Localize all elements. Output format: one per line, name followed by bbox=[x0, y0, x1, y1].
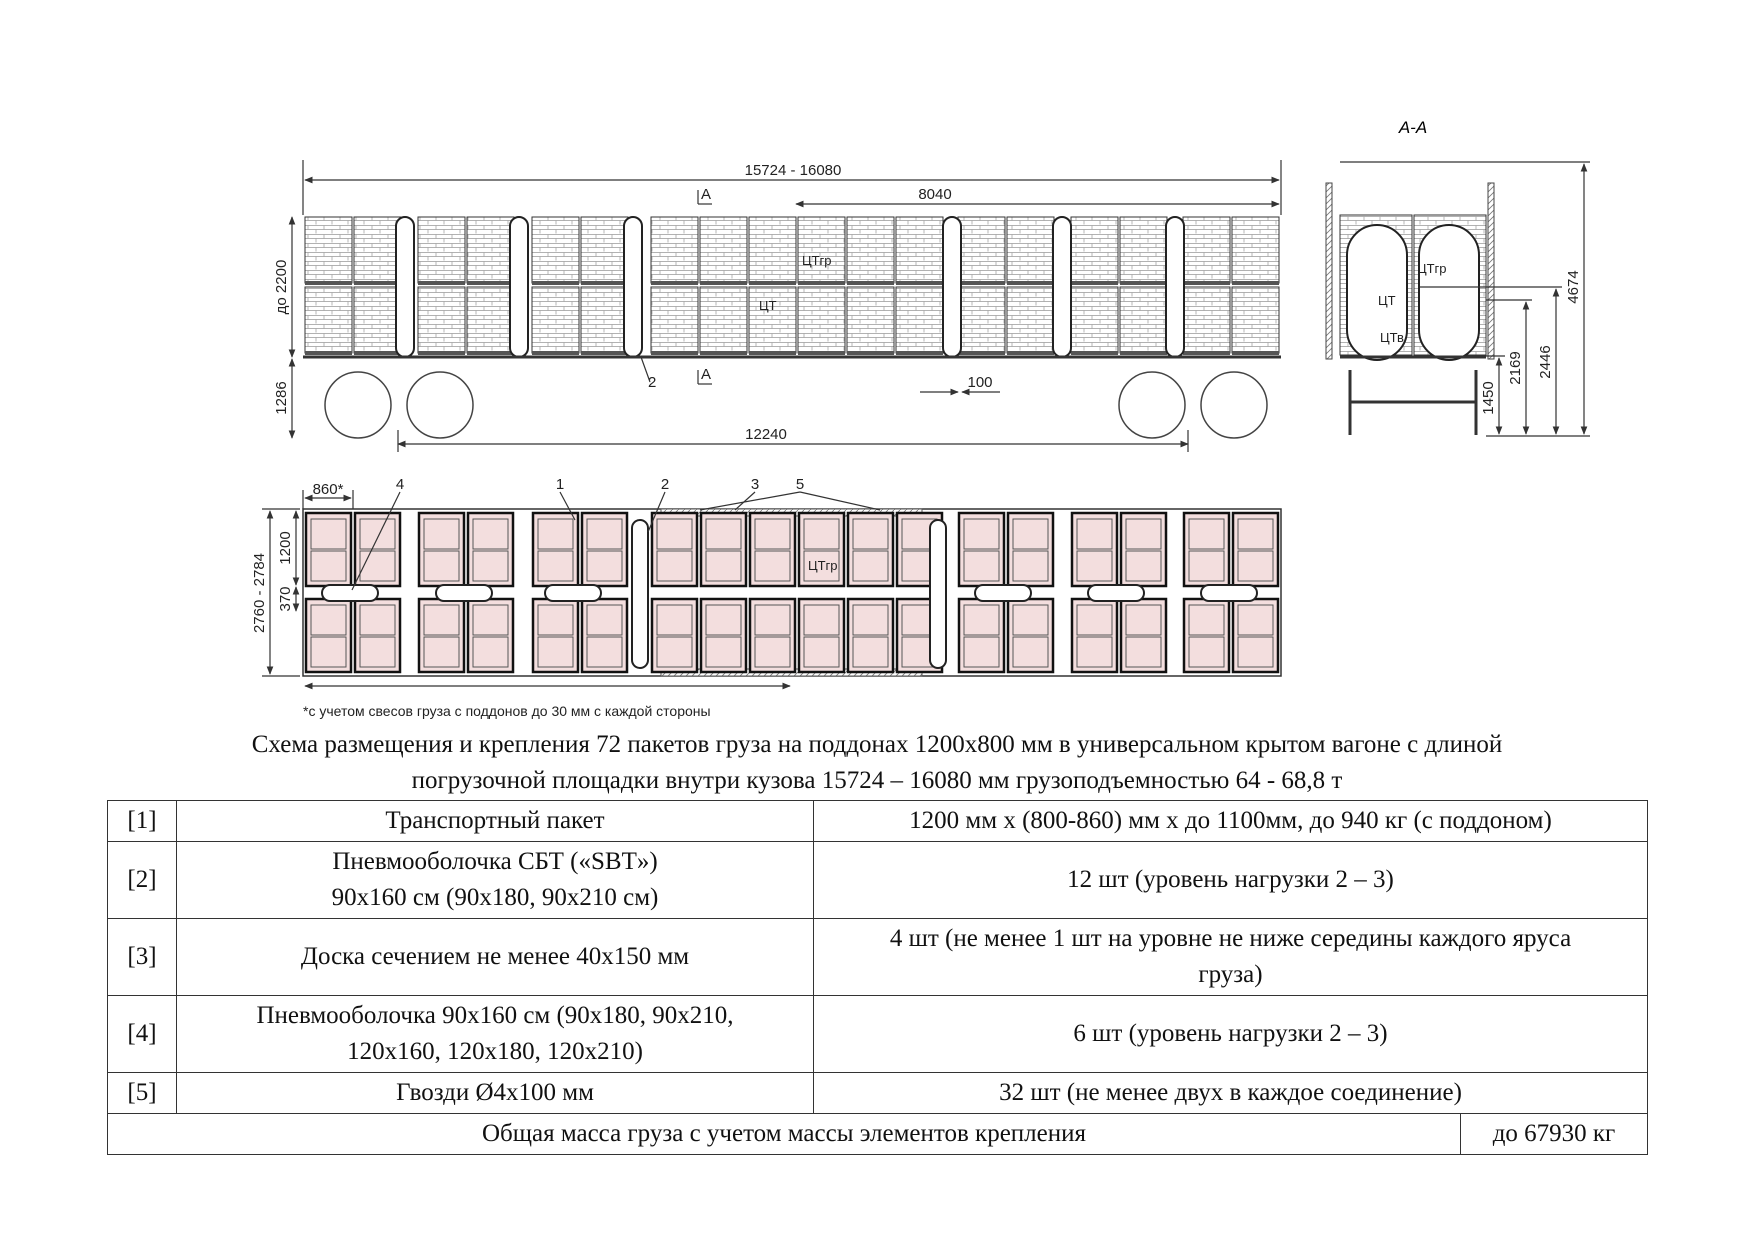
side-air-bag bbox=[1166, 217, 1184, 357]
side-pallet bbox=[1183, 287, 1230, 353]
side-pallet bbox=[354, 287, 401, 353]
plan-air-bag-2 bbox=[930, 520, 946, 668]
section-title: А-А bbox=[1398, 118, 1428, 137]
pallet-base bbox=[798, 351, 845, 355]
side-pallet bbox=[700, 287, 747, 353]
item-value: 1200 мм х (800-860) мм х до 1100мм, до 940 кг (с поддоном) bbox=[814, 801, 1648, 842]
plan-air-bag-4 bbox=[322, 585, 378, 601]
wheel bbox=[407, 372, 473, 438]
side-pallet bbox=[896, 287, 943, 353]
side-pallet bbox=[532, 217, 579, 283]
pallet-base bbox=[958, 351, 1005, 355]
callout-3: 3 bbox=[750, 476, 760, 493]
side-pallet bbox=[700, 217, 747, 283]
side-pallet bbox=[896, 217, 943, 283]
section-cg-wagon: ЦТв bbox=[1380, 330, 1404, 345]
pallet-base bbox=[700, 351, 747, 355]
section-air-bag bbox=[1419, 225, 1479, 360]
plan-cg-cargo: ЦТгр bbox=[808, 558, 838, 573]
side-pallet bbox=[305, 287, 352, 353]
side-pallet bbox=[1120, 287, 1167, 353]
dim-total-width: 2760 - 2784 bbox=[251, 552, 268, 634]
side-pallet bbox=[467, 217, 514, 283]
side-pallet bbox=[354, 217, 401, 283]
pallet-base bbox=[651, 351, 698, 355]
caption-line-2: погрузочной площадки внутри кузова 15724 – 16080 мм грузоподъемностью 64 - 68,8 т bbox=[411, 767, 1343, 794]
section-mark-bottom: A bbox=[701, 366, 712, 383]
side-pallet bbox=[847, 287, 894, 353]
plan-air-bag-4 bbox=[1088, 585, 1144, 601]
side-pallet bbox=[305, 217, 352, 283]
dim-pallet-length: 1200 bbox=[277, 531, 294, 565]
item-name-line: Пневмооболочка СБТ («SBT») bbox=[332, 848, 658, 875]
row-number: [4] bbox=[108, 996, 177, 1073]
pallet-base bbox=[749, 281, 796, 285]
side-pallet bbox=[1007, 287, 1054, 353]
pallet-base bbox=[581, 351, 628, 355]
item-name: Доска сечением не менее 40х150 мм bbox=[177, 919, 814, 996]
wheels bbox=[325, 372, 1267, 438]
dim-floor-height: 1286 bbox=[273, 381, 290, 415]
pallet-base bbox=[305, 281, 352, 285]
pallet-base bbox=[467, 281, 514, 285]
pallet-base bbox=[532, 281, 579, 285]
side-pallet bbox=[798, 217, 845, 283]
pallet-base bbox=[651, 281, 698, 285]
wheel bbox=[1201, 372, 1267, 438]
pallet-base bbox=[896, 351, 943, 355]
table-row bbox=[108, 842, 1648, 919]
callout-5: 5 bbox=[795, 476, 805, 493]
bogie-frame bbox=[1350, 370, 1476, 435]
section-mark-top: A bbox=[701, 186, 712, 203]
pallet-base bbox=[532, 351, 579, 355]
side-pallet bbox=[418, 217, 465, 283]
pallet-base bbox=[1007, 281, 1054, 285]
pallet-base bbox=[354, 281, 401, 285]
pallet-base bbox=[1071, 351, 1118, 355]
callout-1: 1 bbox=[555, 476, 565, 493]
pallet-base bbox=[1007, 351, 1054, 355]
wagon-wall-left bbox=[1326, 183, 1332, 359]
pallet-base bbox=[305, 351, 352, 355]
pallet-base bbox=[896, 281, 943, 285]
callout-2: 2 bbox=[660, 476, 670, 493]
pallet-base bbox=[749, 351, 796, 355]
cross-section-view bbox=[1326, 118, 1590, 436]
table-row-total bbox=[108, 1114, 1648, 1155]
side-pallet bbox=[958, 217, 1005, 283]
pallet-base bbox=[354, 351, 401, 355]
item-name bbox=[177, 996, 814, 1073]
pallet-base bbox=[1183, 281, 1230, 285]
item-name-line: 90х160 см (90х180, 90х210 см) bbox=[331, 884, 659, 911]
dim-height-2169: 2169 bbox=[1507, 351, 1524, 385]
pallet-base bbox=[1120, 351, 1167, 355]
specification-table bbox=[107, 800, 1648, 1155]
item-value-line: 4 шт (не менее 1 шт на уровне не ниже середины каждого яруса bbox=[889, 925, 1572, 952]
item-name bbox=[177, 842, 814, 919]
dim-overall-length: 15724 - 16080 bbox=[744, 162, 842, 179]
callout-4: 4 bbox=[395, 476, 405, 493]
plan-air-bag-4 bbox=[545, 585, 601, 601]
side-pallet bbox=[581, 217, 628, 283]
dim-half-length: 8040 bbox=[918, 186, 952, 203]
side-pallet bbox=[1120, 217, 1167, 283]
pallet-base bbox=[467, 351, 514, 355]
table-row bbox=[108, 1073, 1648, 1114]
row-number: [2] bbox=[108, 842, 177, 919]
side-pallet bbox=[749, 217, 796, 283]
dim-height-1450: 1450 bbox=[1480, 381, 1497, 415]
side-air-bag bbox=[624, 217, 642, 357]
plan-air-bag-4 bbox=[1201, 585, 1257, 601]
plan-air-bag-4 bbox=[975, 585, 1031, 601]
pallet-base bbox=[1183, 351, 1230, 355]
pallet-base bbox=[798, 281, 845, 285]
footnote: *с учетом свесов груза с поддонов до 30 мм с каждой стороны bbox=[303, 703, 711, 719]
pallet-base bbox=[1232, 351, 1279, 355]
pallet-base bbox=[847, 351, 894, 355]
plan-air-bag-4 bbox=[436, 585, 492, 601]
dim-gap: 100 bbox=[967, 374, 993, 391]
side-pallet bbox=[958, 287, 1005, 353]
dim-pallet-width: 860* bbox=[312, 481, 344, 498]
item-name: Транспортный пакет bbox=[177, 801, 814, 842]
item-value: 12 шт (уровень нагрузки 2 – 3) bbox=[814, 842, 1648, 919]
dim-cargo-height: до 2200 bbox=[273, 259, 290, 315]
wheel bbox=[325, 372, 391, 438]
side-view bbox=[273, 160, 1281, 452]
side-pallet bbox=[1183, 217, 1230, 283]
table-row bbox=[108, 919, 1648, 996]
section-cg-cargo: ЦТгр bbox=[1417, 261, 1447, 276]
pallet-base bbox=[847, 281, 894, 285]
side-air-bag bbox=[943, 217, 961, 357]
row-number: [5] bbox=[108, 1073, 177, 1114]
side-pallet bbox=[798, 287, 845, 353]
item-name-line: Пневмооболочка 90х160 см (90х180, 90х210, bbox=[256, 1002, 734, 1029]
dim-total-height: 4674 bbox=[1565, 270, 1582, 304]
cg-label: ЦТ bbox=[759, 298, 777, 313]
caption-line-1: Схема размещения и крепления 72 пакетов груза на поддонах 1200х800 мм в универсальном крытом вагоне с длиной bbox=[251, 731, 1503, 758]
side-pallet bbox=[651, 217, 698, 283]
item-name: Гвозди Ø4х100 мм bbox=[177, 1073, 814, 1114]
table-row bbox=[108, 801, 1648, 842]
item-value bbox=[814, 919, 1648, 996]
item-value-line: груза) bbox=[1198, 961, 1263, 988]
side-pallet bbox=[1071, 287, 1118, 353]
wheel bbox=[1119, 372, 1185, 438]
pallet-base bbox=[418, 281, 465, 285]
dim-height-2446: 2446 bbox=[1537, 345, 1554, 379]
pallet-base bbox=[1232, 281, 1279, 285]
side-pallet bbox=[847, 217, 894, 283]
table-row bbox=[108, 996, 1648, 1073]
pallet-base bbox=[581, 281, 628, 285]
side-pallet-stack bbox=[305, 217, 1279, 355]
pallet-base bbox=[418, 351, 465, 355]
side-pallet bbox=[749, 287, 796, 353]
side-pallet bbox=[418, 287, 465, 353]
pallet-base bbox=[958, 281, 1005, 285]
pallet-base bbox=[700, 281, 747, 285]
side-pallet bbox=[1071, 217, 1118, 283]
section-cg: ЦТ bbox=[1378, 293, 1396, 308]
total-value: до 67930 кг bbox=[1461, 1114, 1648, 1155]
wagon-wall-right bbox=[1488, 183, 1494, 359]
side-pallet bbox=[1232, 217, 1279, 283]
item-value: 32 шт (не менее двух в каждое соединение) bbox=[814, 1073, 1648, 1114]
side-pallet bbox=[532, 287, 579, 353]
side-air-bag bbox=[1053, 217, 1071, 357]
pallet-base bbox=[1071, 281, 1118, 285]
pallet-base bbox=[1120, 281, 1167, 285]
total-label: Общая масса груза с учетом массы элементов крепления bbox=[108, 1114, 1461, 1155]
side-pallet bbox=[581, 287, 628, 353]
cg-cargo-label: ЦТгр bbox=[802, 253, 832, 268]
dim-wagon-base: 12240 bbox=[745, 426, 787, 443]
item-name-line: 120х160, 120х180, 120х210) bbox=[347, 1038, 643, 1065]
row-number: [3] bbox=[108, 919, 177, 996]
side-pallet bbox=[1232, 287, 1279, 353]
side-air-bag bbox=[396, 217, 414, 357]
row-number: [1] bbox=[108, 801, 177, 842]
callout-side-2: 2 bbox=[648, 374, 657, 391]
dim-gap-width: 370 bbox=[277, 586, 294, 612]
plan-view bbox=[251, 476, 1281, 719]
side-pallet bbox=[467, 287, 514, 353]
plan-air-bag-2 bbox=[632, 520, 648, 668]
item-value: 6 шт (уровень нагрузки 2 – 3) bbox=[814, 996, 1648, 1073]
side-pallet bbox=[1007, 217, 1054, 283]
side-pallet bbox=[651, 287, 698, 353]
side-air-bag bbox=[510, 217, 528, 357]
